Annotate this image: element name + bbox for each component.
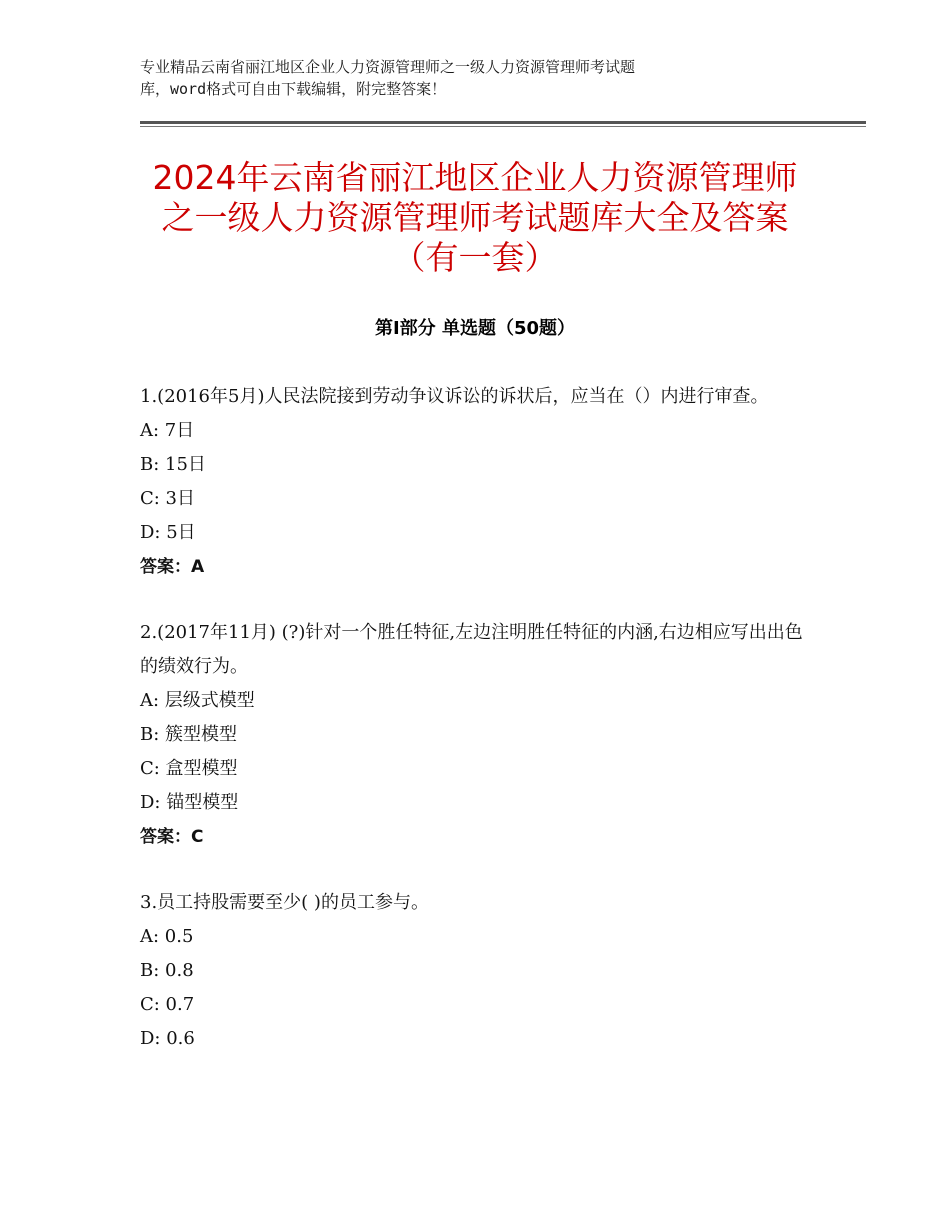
document-title: [120, 158, 830, 278]
option-a: A: 0.5: [140, 926, 194, 947]
option-b: B: 簇型模型: [140, 724, 238, 745]
question-stem: 1.(2016年5月)人民法院接到劳动争议诉讼的诉状后，应当在（）内进行审查。: [140, 386, 769, 407]
document-title-line-3: （有一套）: [392, 238, 558, 277]
answer-line: 答案：C: [140, 827, 204, 847]
option-d: D: 5日: [140, 522, 196, 543]
question-1: [140, 380, 810, 584]
document-title-line-1: 2024年云南省丽江地区企业人力资源管理师: [152, 158, 798, 197]
option-a: A: 层级式模型: [140, 690, 255, 711]
header-note: [140, 56, 800, 100]
header-note-line-2: 库，word格式可自由下载编辑，附完整答案！: [140, 80, 447, 98]
header-divider-thin: [140, 126, 866, 127]
option-c: C: 0.7: [140, 994, 195, 1015]
option-b: B: 15日: [140, 454, 206, 475]
header-divider-thick: [140, 121, 866, 124]
question-3: [140, 886, 810, 1056]
answer-line: 答案：A: [140, 557, 205, 577]
question-stem: 2.(2017年11月) (?)针对一个胜任特征,左边注明胜任特征的内涵,右边相应写出出色的绩效行为。: [140, 622, 803, 677]
question-stem: 3.员工持股需要至少( )的员工参与。: [140, 892, 429, 913]
option-b: B: 0.8: [140, 960, 194, 981]
question-2: [140, 616, 810, 854]
question-list: [140, 380, 810, 1088]
option-c: C: 3日: [140, 488, 196, 509]
option-d: D: 锚型模型: [140, 792, 239, 813]
document-title-line-2: 之一级人力资源管理师考试题库大全及答案: [161, 198, 789, 237]
header-note-line-1: 专业精品云南省丽江地区企业人力资源管理师之一级人力资源管理师考试题: [140, 58, 636, 76]
section-heading: 第Ⅰ部分 单选题（50题）: [374, 318, 575, 339]
option-a: A: 7日: [140, 420, 195, 441]
option-c: C: 盒型模型: [140, 758, 238, 779]
option-d: D: 0.6: [140, 1028, 195, 1049]
